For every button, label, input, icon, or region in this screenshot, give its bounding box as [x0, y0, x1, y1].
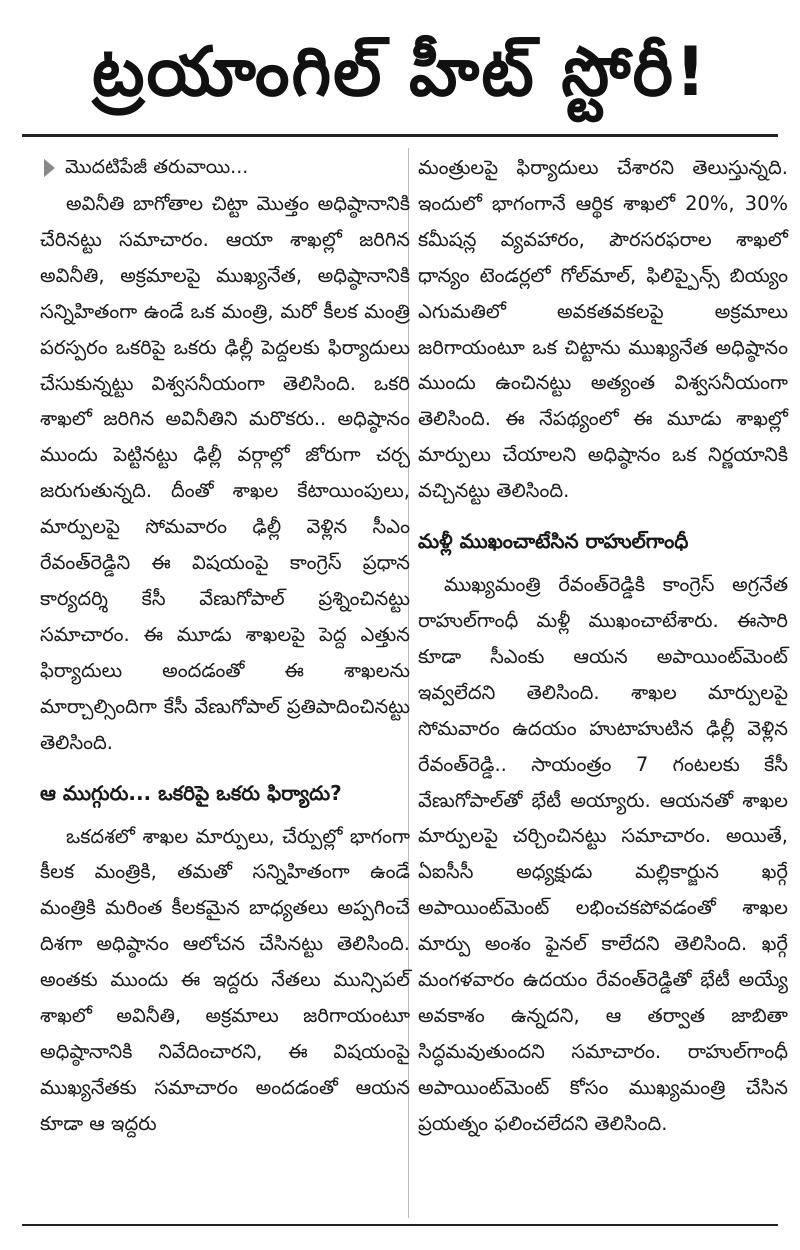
continued-label: మొదటిపేజీ తరువాయి... [65, 156, 249, 179]
left-column [40, 150, 410, 1142]
headline-rule [22, 134, 778, 137]
headline: ట్రయాంగిల్ హీట్ స్టోరీ! [91, 33, 708, 112]
left-paragraph-2: ఒకదశలో శాఖల మార్పులు, చేర్పుల్లో భాగంగా కీలక మంత్రికి, తమతో సన్నిహితంగా ఉండే మంత్రికి మరింత కీలకమైన బాధ్యతలు అప్పగించే దిశగా అధిష్ఠానం ఆలోచన చేసినట్టు తెలిసింది. అంతకు ముందు ఈ ఇద్దరు నేతలు మున్సిపల్ శాఖలో అవినీతి, అక్రమాలు జరిగాయంటూ అధిష్ఠానానికి నివేదించారని, ఈ విషయంపై ముఖ్యనేతకు సమాచారం అందడంతో ఆయన కూడా ఆ ఇద్దరు [40, 824, 410, 1135]
subheading-1: ఆ ముగ్గురు... ఒకరిపై ఒకరు ఫిర్యాదు? [40, 780, 342, 805]
right-triangle-arrow-icon [44, 159, 55, 177]
right-paragraph-2: ముఖ్యమంత్రి రేవంత్‌రెడ్డికి కాంగ్రెస్ అగ్రనేత రాహుల్‌గాంధీ మళ్లీ ముఖంచాటేశారు. ఈసారి కూడా సీఎంకు ఆయన అపాయింట్‌మెంట్ ఇవ్వలేదని తెలిసింది. శాఖల మార్పులపై సోమవారం ఉదయం హుటాహుటిన ఢిల్లీ వెళ్లిన రేవంత్‌రెడ్డి.. సాయంత్రం 7 గంటలకు కేసీ వేణుగోపాల్‌తో భేటీ అయ్యారు. ఆయనతో శాఖల మార్పులపై చర్చించినట్టు సమాచారం. అయితే, ఏఐసీసీ అధ్యక్షుడు మల్లికార్జున ఖర్గే అపాయింట్‌మెంట్ లభించకపోవడంతో శాఖల మార్పు అంశం ఫైనల్ కాలేదని తెలిసింది. ఖర్గే మంగళవారం ఉదయం రేవంత్‌రెడ్డితో భేటీ అయ్యే అవకాశం ఉన్నదని, ఆ తర్వాత జాబితా సిద్ధమవుతుందని సమాచారం. రాహుల్‌గాంధీ అపాయింట్‌మెంట్ కోసం ముఖ్యమంత్రి చేసిన ప్రయత్నం ఫలించలేదని తెలిసింది. [418, 573, 788, 1135]
right-paragraph-1: మంత్రులపై ఫిర్యాదులు చేశారని తెలుస్తున్నది. ఇందులో భాగంగానే ఆర్థిక శాఖలో 20%, 30% కమీషన్ల వ్యవహారం, పౌరసరఫరాల శాఖలో ధాన్యం టెండర్లలో గోల్‌మాల్, ఫిలిప్పైన్స్ బియ్యం ఎగుమతిలో అవకతవకలపై అక్రమాలు జరిగాయంటూ ఒక చిట్టాను ముఖ్యనేత అధిష్ఠానం ముందు ఉంచినట్టు అత్యంత విశ్వసనీయంగా తెలిసింది. ఈ నేపథ్యంలో ఈ మూడు శాఖల్లో మార్పులు చేయాలని అధిష్ఠానం ఒక నిర్ణయానికి వచ్చినట్టు తెలిసింది. [418, 156, 788, 503]
right-column [418, 150, 788, 1142]
bottom-rule [22, 1224, 778, 1226]
left-paragraph-1: అవినీతి బాగోతాల చిట్టా మొత్తం అధిష్ఠానానికి చేరినట్టు సమాచారం. ఆయా శాఖల్లో జరిగిన అవినీతి, అక్రమాలపై ముఖ్యనేత, అధిష్ఠానానికి సన్నిహితంగా ఉండే ఒక మంత్రి, మరో కీలక మంత్రి పరస్పరం ఒకరిపై ఒకరు ఢిల్లీ పెద్దలకు ఫిర్యాదులు చేసుకున్నట్టు విశ్వసనీయంగా తెలిసింది. ఒకరి శాఖలో జరిగిన అవినీతిని మరొకరు.. అధిష్ఠానం ముందు పెట్టినట్టు ఢిల్లీ వర్గాల్లో జోరుగా చర్చ జరుగుతున్నది. దీంతో శాఖల కేటాయింపులు, మార్పులపై సోమవారం ఢిల్లీ వెళ్లిన సీఎం రేవంత్‌రెడ్డిని ఈ విషయంపై కాంగ్రెస్ ప్రధాన కార్యదర్శి కేసీ వేణుగోపాల్ ప్రశ్నించినట్టు సమాచారం. ఈ మూడు శాఖలపై పెద్ద ఎత్తున ఫిర్యాదులు అందడంతో ఈ శాఖలను మార్చాల్సిందిగా కేసీ వేణుగోపాల్ ప్రతిపాదించినట్టు తెలిసింది. [40, 192, 410, 754]
continued-marker [40, 150, 410, 186]
subheading-2: మళ్లీ ముఖంచాటేసిన రాహుల్‌గాంధీ [418, 529, 689, 554]
